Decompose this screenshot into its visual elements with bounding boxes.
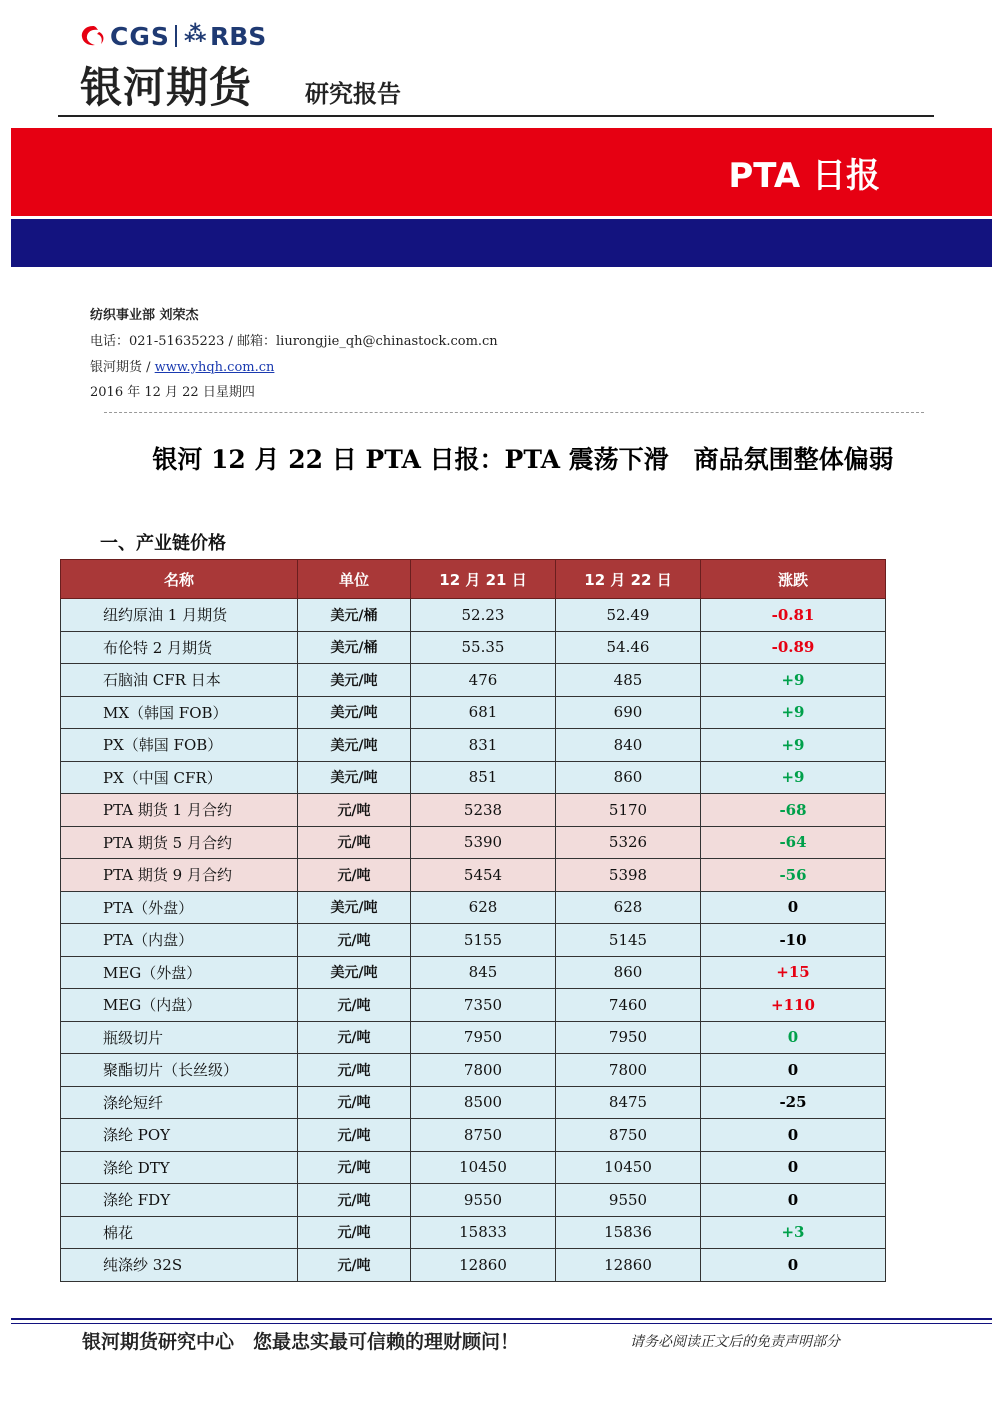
cell-change: +15 (701, 956, 886, 989)
cell-date2-value: 5398 (556, 859, 701, 892)
cell-date1-value: 10450 (411, 1151, 556, 1184)
cell-unit: 元/吨 (298, 826, 411, 859)
cell-unit: 美元/吨 (298, 956, 411, 989)
cell-name: MX（韩国 FOB） (61, 696, 298, 729)
cell-change: +9 (701, 729, 886, 762)
cell-date2-value: 860 (556, 956, 701, 989)
table-body (61, 599, 886, 1282)
cell-name: 涤纶 DTY (61, 1151, 298, 1184)
cell-name: 瓶级切片 (61, 1021, 298, 1054)
cell-date2-value: 840 (556, 729, 701, 762)
col-header-date2: 12 月 22 日 (556, 560, 701, 599)
author-line: 纺织事业部 刘荣杰 (90, 308, 199, 323)
table-row (61, 729, 886, 762)
logo-divider (175, 25, 177, 47)
cell-unit: 元/吨 (298, 1054, 411, 1087)
cell-date1-value: 55.35 (411, 631, 556, 664)
cell-unit: 元/吨 (298, 1151, 411, 1184)
cell-date1-value: 7800 (411, 1054, 556, 1087)
website-line (90, 356, 274, 375)
cell-date1-value: 5238 (411, 794, 556, 827)
rbs-logo-text: RBS (210, 22, 267, 51)
footer-disclaimer: 请务必阅读正文后的免责声明部分 (630, 1334, 840, 1350)
cell-change: -25 (701, 1086, 886, 1119)
cell-date2-value: 5326 (556, 826, 701, 859)
cell-date2-value: 7460 (556, 989, 701, 1022)
banner-blue-stripe (11, 219, 992, 267)
cell-date1-value: 476 (411, 664, 556, 697)
cell-change: 0 (701, 1249, 886, 1282)
cell-unit: 美元/吨 (298, 761, 411, 794)
cell-change: +9 (701, 664, 886, 697)
cell-change: -68 (701, 794, 886, 827)
table-row (61, 1216, 886, 1249)
cell-name: 聚酯切片（长丝级） (61, 1054, 298, 1087)
cell-name: PTA 期货 1 月合约 (61, 794, 298, 827)
table-row (61, 826, 886, 859)
cell-name: MEG（内盘） (61, 989, 298, 1022)
cell-unit: 美元/桶 (298, 631, 411, 664)
cell-date1-value: 52.23 (411, 599, 556, 632)
col-header-unit: 单位 (298, 560, 411, 599)
cell-date1-value: 628 (411, 891, 556, 924)
cell-name: PX（韩国 FOB） (61, 729, 298, 762)
cell-date2-value: 8750 (556, 1119, 701, 1152)
cell-date2-value: 12860 (556, 1249, 701, 1282)
cell-name: 棉花 (61, 1216, 298, 1249)
cell-name: MEG（外盘） (61, 956, 298, 989)
cell-change: -10 (701, 924, 886, 957)
cell-date2-value: 860 (556, 761, 701, 794)
cell-date2-value: 485 (556, 664, 701, 697)
table-row (61, 1184, 886, 1217)
table-row (61, 956, 886, 989)
table-row (61, 1086, 886, 1119)
cell-change: 0 (701, 1184, 886, 1217)
cell-name: PTA 期货 5 月合约 (61, 826, 298, 859)
cell-name: 布伦特 2 月期货 (61, 631, 298, 664)
table-row (61, 696, 886, 729)
cell-date1-value: 845 (411, 956, 556, 989)
footer-divider (11, 1318, 992, 1320)
cell-date2-value: 7950 (556, 1021, 701, 1054)
section-title: 一、产业链价格 (100, 533, 226, 554)
cell-change: 0 (701, 1151, 886, 1184)
cell-unit: 元/吨 (298, 859, 411, 892)
cell-unit: 元/吨 (298, 1216, 411, 1249)
cell-unit: 元/吨 (298, 924, 411, 957)
cell-change: 0 (701, 1119, 886, 1152)
table-row (61, 1021, 886, 1054)
report-type-label: 研究报告 (305, 80, 401, 108)
contact-line: 电话：021-51635223 / 邮箱：liurongjie_qh@chinastock.com.cn (90, 334, 498, 349)
website-prefix: 银河期货 / (90, 360, 155, 375)
col-header-name: 名称 (61, 560, 298, 599)
cell-change: +110 (701, 989, 886, 1022)
col-header-date1: 12 月 21 日 (411, 560, 556, 599)
cell-date1-value: 7350 (411, 989, 556, 1022)
table-row (61, 631, 886, 664)
cell-unit: 元/吨 (298, 1249, 411, 1282)
table-row (61, 761, 886, 794)
website-link[interactable]: www.yhqh.com.cn (154, 360, 275, 375)
cell-date1-value: 8500 (411, 1086, 556, 1119)
cell-date2-value: 690 (556, 696, 701, 729)
cell-date2-value: 7800 (556, 1054, 701, 1087)
cell-name: PX（中国 CFR） (61, 761, 298, 794)
cell-date2-value: 10450 (556, 1151, 701, 1184)
cell-change: +9 (701, 696, 886, 729)
table-row (61, 794, 886, 827)
cgs-logo-icon (80, 24, 106, 48)
cell-change: -0.89 (701, 631, 886, 664)
cell-change: 0 (701, 1021, 886, 1054)
cell-date1-value: 681 (411, 696, 556, 729)
table-row (61, 859, 886, 892)
cell-name: PTA（外盘） (61, 891, 298, 924)
cell-unit: 元/吨 (298, 1184, 411, 1217)
table-header-row (61, 560, 886, 599)
cell-date1-value: 15833 (411, 1216, 556, 1249)
cell-unit: 美元/吨 (298, 696, 411, 729)
report-title: PTA 日报 (728, 156, 880, 196)
cell-change: +3 (701, 1216, 886, 1249)
price-table (60, 559, 886, 1282)
cell-date2-value: 5170 (556, 794, 701, 827)
rbs-logo-icon: ⁂ (184, 22, 207, 47)
cell-date1-value: 5454 (411, 859, 556, 892)
cell-change: +9 (701, 761, 886, 794)
report-date: 2016 年 12 月 22 日星期四 (90, 385, 255, 400)
cell-date2-value: 8475 (556, 1086, 701, 1119)
table-row (61, 924, 886, 957)
cell-date1-value: 5155 (411, 924, 556, 957)
cell-date1-value: 851 (411, 761, 556, 794)
cell-name: 纽约原油 1 月期货 (61, 599, 298, 632)
headline: 银河 12 月 22 日 PTA 日报：PTA 震荡下滑 商品氛围整体偏弱 (152, 445, 894, 474)
cell-change: -56 (701, 859, 886, 892)
cell-name: PTA（内盘） (61, 924, 298, 957)
cell-unit: 美元/吨 (298, 729, 411, 762)
cell-name: 纯涤纱 32S (61, 1249, 298, 1282)
cell-change: -0.81 (701, 599, 886, 632)
cell-date2-value: 15836 (556, 1216, 701, 1249)
footer-slogan: 银河期货研究中心 您最忠实最可信赖的理财顾问！ (82, 1331, 520, 1353)
cell-name: PTA 期货 9 月合约 (61, 859, 298, 892)
cell-unit: 美元/桶 (298, 599, 411, 632)
header-divider (58, 115, 934, 117)
cell-unit: 元/吨 (298, 989, 411, 1022)
cell-date2-value: 52.49 (556, 599, 701, 632)
cell-date1-value: 12860 (411, 1249, 556, 1282)
cell-unit: 元/吨 (298, 1119, 411, 1152)
col-header-change: 涨跌 (701, 560, 886, 599)
cell-unit: 元/吨 (298, 1086, 411, 1119)
cell-unit: 美元/吨 (298, 891, 411, 924)
cell-name: 石脑油 CFR 日本 (61, 664, 298, 697)
cell-date1-value: 8750 (411, 1119, 556, 1152)
cell-date2-value: 5145 (556, 924, 701, 957)
cell-date2-value: 54.46 (556, 631, 701, 664)
table-row (61, 1119, 886, 1152)
cell-unit: 美元/吨 (298, 664, 411, 697)
table-row (61, 1151, 886, 1184)
cell-change: -64 (701, 826, 886, 859)
table-row (61, 599, 886, 632)
cell-date1-value: 9550 (411, 1184, 556, 1217)
table-row (61, 989, 886, 1022)
cell-unit: 元/吨 (298, 1021, 411, 1054)
cgs-logo-text: CGS (110, 22, 170, 51)
cell-date1-value: 5390 (411, 826, 556, 859)
table-row (61, 664, 886, 697)
cell-date2-value: 628 (556, 891, 701, 924)
dashed-divider (104, 412, 924, 413)
cell-change: 0 (701, 891, 886, 924)
cell-name: 涤纶 FDY (61, 1184, 298, 1217)
cell-date2-value: 9550 (556, 1184, 701, 1217)
cell-date1-value: 831 (411, 729, 556, 762)
table-row (61, 891, 886, 924)
cell-unit: 元/吨 (298, 794, 411, 827)
table-row (61, 1249, 886, 1282)
table-row (61, 1054, 886, 1087)
cell-name: 涤纶 POY (61, 1119, 298, 1152)
company-name: 银河期货 (80, 63, 253, 112)
cell-change: 0 (701, 1054, 886, 1087)
cell-date1-value: 7950 (411, 1021, 556, 1054)
footer-divider-thin (11, 1323, 992, 1324)
cell-name: 涤纶短纤 (61, 1086, 298, 1119)
